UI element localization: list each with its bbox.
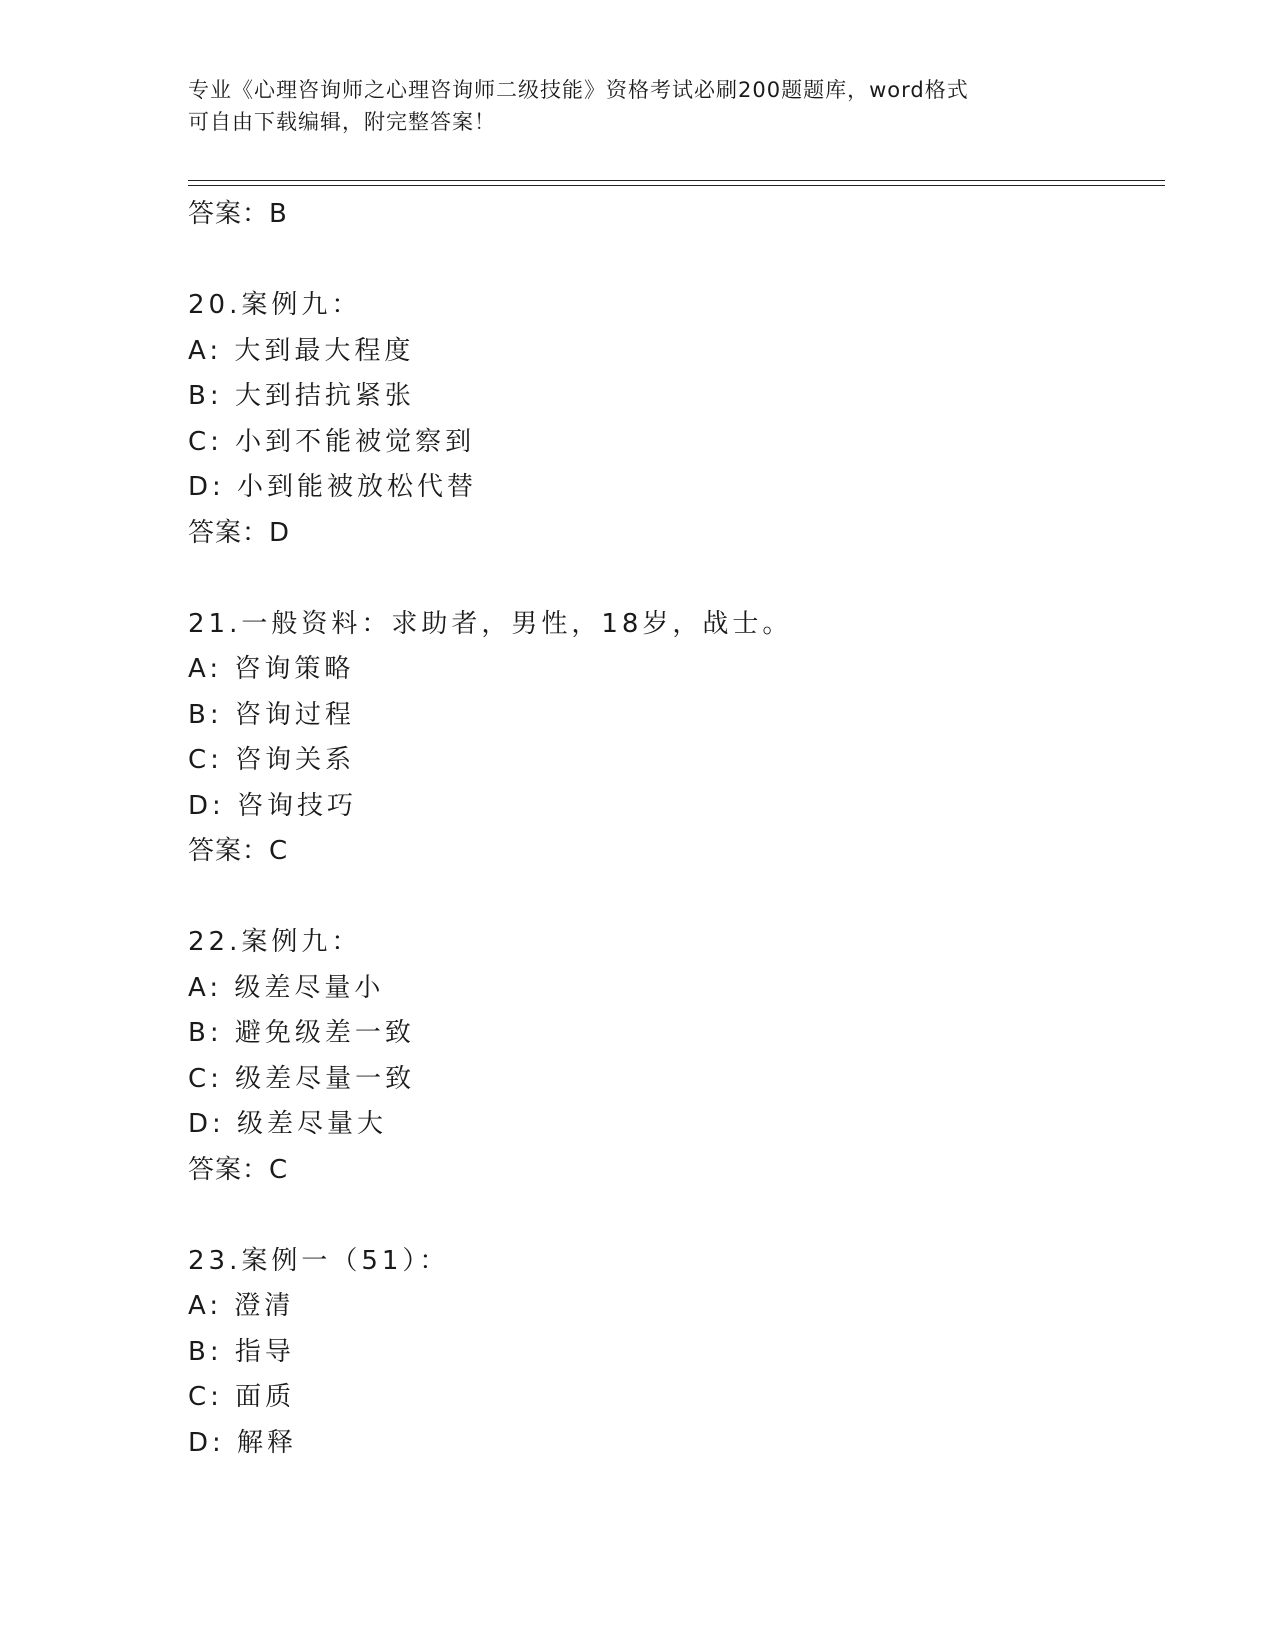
option-a: A: 澄清: [188, 1291, 295, 1321]
answer: 答案：D: [188, 517, 291, 548]
option-d: D: 小到能被放松代替: [188, 472, 478, 502]
option-d: D: 咨询技巧: [188, 790, 358, 821]
question-21: [188, 602, 1165, 875]
spacer: [188, 1193, 1165, 1239]
option-b: B: 避免级差一致: [188, 1018, 415, 1048]
option-b: B: 指导: [188, 1336, 295, 1367]
option-d: D: 解释: [188, 1427, 298, 1458]
option-c: C: 级差尽量一致: [188, 1063, 416, 1094]
option-c: C: 面质: [188, 1382, 296, 1412]
question-20: [188, 283, 1165, 556]
header-line-2: 可自由下载编辑，附完整答案！: [188, 110, 496, 134]
question-stem: 20.案例九：: [188, 290, 362, 320]
option-a: A: 咨询策略: [188, 654, 355, 684]
header-line-1: 专业《心理咨询师之心理咨询师二级技能》资格考试必刷200题题库，word格式: [188, 78, 969, 102]
question-22: [188, 920, 1165, 1193]
spacer: [188, 238, 1165, 284]
spacer: [188, 875, 1165, 921]
document-header: [188, 74, 1088, 138]
option-a: A: 级差尽量小: [188, 972, 385, 1003]
header-rule-bottom: [188, 185, 1165, 186]
option-b: B: 咨询过程: [188, 699, 355, 730]
option-c: C: 咨询关系: [188, 745, 356, 775]
option-c: C: 小到不能被觉察到: [188, 426, 476, 457]
spacer: [188, 556, 1165, 602]
question-stem: 23.案例一（51）：: [188, 1245, 450, 1276]
header-rule-top: [188, 180, 1165, 181]
option-b: B: 大到拮抗紧张: [188, 381, 415, 411]
question-list: [188, 192, 1165, 1466]
question-stem: 21.一般资料：求助者，男性，18岁，战士。: [188, 608, 793, 639]
answer: 答案：C: [188, 836, 289, 866]
question-23: [188, 1239, 1165, 1467]
option-d: D: 级差尽量大: [188, 1109, 388, 1139]
option-a: A: 大到最大程度: [188, 335, 415, 366]
answer: 答案：C: [188, 1154, 289, 1185]
question-stem: 22.案例九：: [188, 927, 362, 957]
previous-answer: 答案：B: [188, 199, 288, 229]
